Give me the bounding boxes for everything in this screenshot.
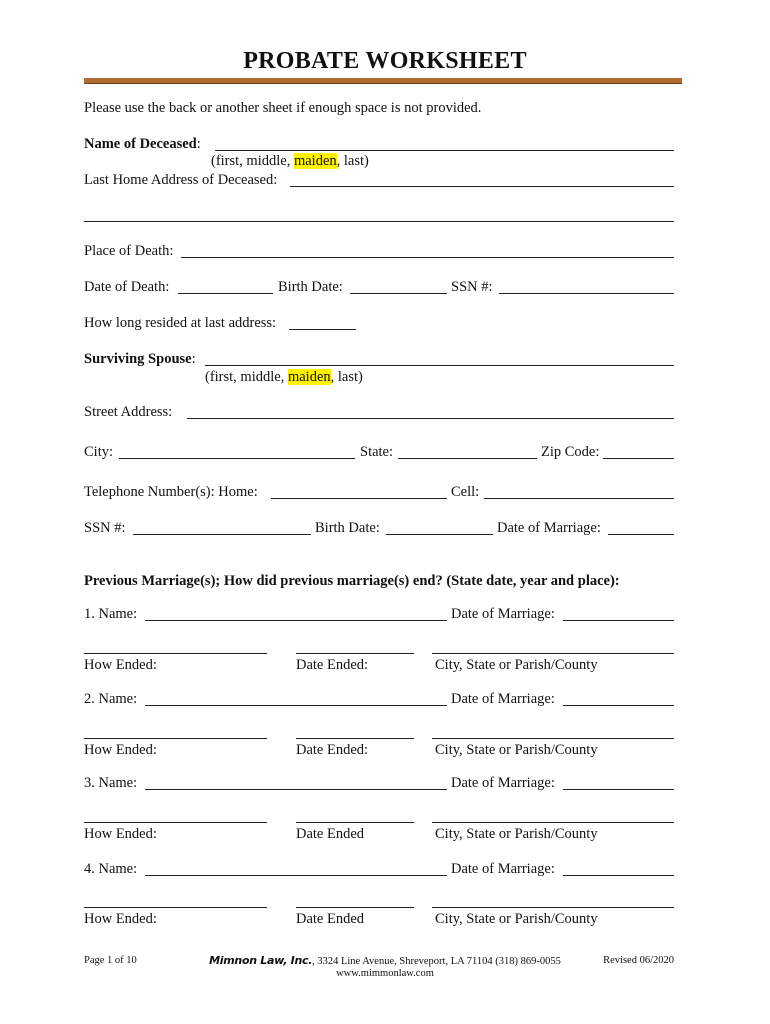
spouse-name-field[interactable] [205,365,674,366]
state-label: State: [360,444,394,460]
how-ended-label: How Ended: [84,911,157,927]
prev-name-label: 1. Name: [84,606,138,622]
deceased-birth-date-field[interactable] [350,293,447,294]
deceased-address-field-line2[interactable] [84,221,674,222]
firm-logo: Mimnon Law, Inc. [209,954,313,967]
prev-name-label: 2. Name: [84,691,138,707]
deceased-ssn-field[interactable] [499,293,674,294]
how-ended-field[interactable] [84,653,267,654]
place-of-death-label: Place of Death: [84,243,174,259]
prev-marriage-date-field[interactable] [563,789,674,790]
place-ended-label: City, State or Parish/County [435,657,598,673]
prev-marriage-date-field[interactable] [563,875,674,876]
prev-marriage-date-field[interactable] [563,620,674,621]
prev-marriage-date-label: Date of Marriage: [451,775,555,791]
street-address-field[interactable] [187,418,674,419]
street-address-label: Street Address: [84,404,173,420]
how-ended-field[interactable] [84,738,267,739]
deceased-birth-date-label: Birth Date: [278,279,343,295]
place-ended-label: City, State or Parish/County [435,826,598,842]
place-of-death-field[interactable] [181,257,674,258]
intro-text: Please use the back or another sheet if enough space is not provided. [84,100,482,116]
prev-name-field[interactable] [145,705,447,706]
place-ended-field[interactable] [432,907,674,908]
prev-marriage-date-label: Date of Marriage: [451,861,555,877]
deceased-address-field[interactable] [290,186,674,187]
how-ended-field[interactable] [84,822,267,823]
marriage-date-label: Date of Marriage: [497,520,601,536]
prev-name-field[interactable] [145,620,447,621]
place-ended-field[interactable] [432,738,674,739]
deceased-name-field[interactable] [215,150,674,151]
page-title: PROBATE WORKSHEET [243,48,527,74]
date-ended-field[interactable] [296,822,414,823]
city-field[interactable] [119,458,355,459]
date-of-death-field[interactable] [178,293,273,294]
revised-date: Revised 06/2020 [603,955,674,966]
title-divider [84,78,682,84]
date-ended-label: Date Ended [296,826,365,842]
place-ended-label: City, State or Parish/County [435,742,598,758]
date-ended-label: Date Ended: [296,657,369,673]
city-label: City: [84,444,114,460]
deceased-name-label: Name of Deceased: [84,136,201,152]
date-ended-label: Date Ended: [296,742,369,758]
deceased-name-hint: (first, middle, maiden, last) [211,153,369,169]
marriage-date-field[interactable] [608,534,674,535]
prev-name-field[interactable] [145,875,447,876]
spouse-ssn-label: SSN #: [84,520,126,536]
zip-label: Zip Code: [541,444,600,460]
date-ended-field[interactable] [296,738,414,739]
spouse-name-hint: (first, middle, maiden, last) [205,369,363,385]
zip-field[interactable] [603,458,674,459]
date-ended-field[interactable] [296,907,414,908]
prev-name-label: 3. Name: [84,775,138,791]
state-field[interactable] [398,458,537,459]
how-ended-field[interactable] [84,907,267,908]
previous-marriages-heading: Previous Marriage(s); How did previous marriage(s) end? (State date, year and place): [84,573,620,589]
home-phone-label: Telephone Number(s): Home: [84,484,258,500]
resided-field[interactable] [289,329,356,330]
prev-marriage-date-label: Date of Marriage: [451,606,555,622]
date-ended-field[interactable] [296,653,414,654]
how-ended-label: How Ended: [84,657,157,673]
deceased-ssn-label: SSN #: [451,279,493,295]
date-ended-label: Date Ended [296,911,365,927]
deceased-address-label: Last Home Address of Deceased: [84,172,278,188]
spouse-birth-date-field[interactable] [386,534,493,535]
how-ended-label: How Ended: [84,742,157,758]
cell-label: Cell: [451,484,480,500]
prev-marriage-date-field[interactable] [563,705,674,706]
place-ended-field[interactable] [432,822,674,823]
prev-name-field[interactable] [145,789,447,790]
prev-marriage-date-label: Date of Marriage: [451,691,555,707]
firm-address: , 3324 Line Avenue, Shreveport, LA 71104 (318) 869-0055 [312,956,561,967]
cell-field[interactable] [484,498,674,499]
resided-label: How long resided at last address: [84,315,277,331]
place-ended-field[interactable] [432,653,674,654]
place-ended-label: City, State or Parish/County [435,911,598,927]
how-ended-label: How Ended: [84,826,157,842]
spouse-name-label: Surviving Spouse: [84,351,196,367]
firm-website: www.mimmonlaw.com [336,968,434,979]
spouse-birth-date-label: Birth Date: [315,520,380,536]
page-number: Page 1 of 10 [84,955,137,966]
date-of-death-label: Date of Death: [84,279,170,295]
spouse-ssn-field[interactable] [133,534,311,535]
home-phone-field[interactable] [271,498,447,499]
prev-name-label: 4. Name: [84,861,138,877]
